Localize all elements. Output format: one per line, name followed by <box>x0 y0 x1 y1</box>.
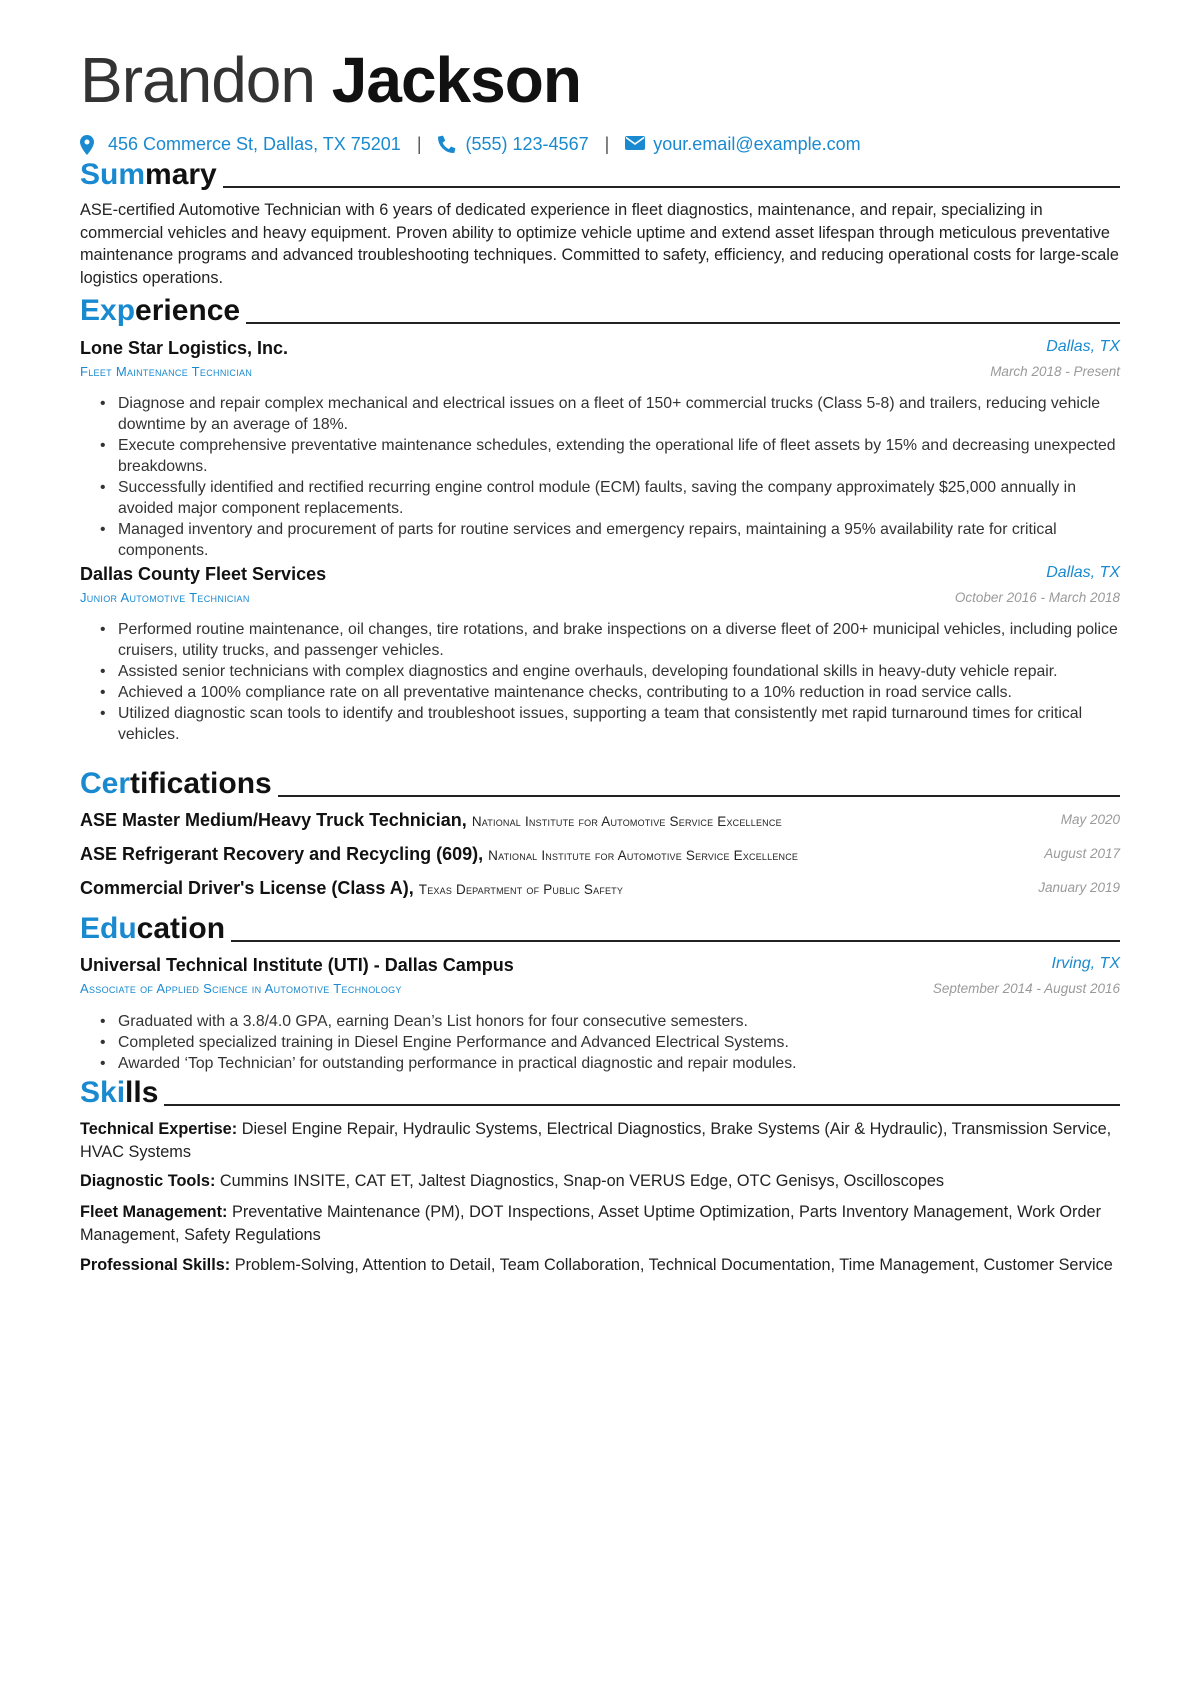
phone-icon <box>438 135 458 155</box>
map-marker-icon <box>80 135 100 155</box>
skill-label: Fleet Management: <box>80 1203 228 1221</box>
degree-title: Associate of Applied Science in Automotive Technology <box>80 981 402 996</box>
summary-text: ASE-certified Automotive Technician with 6 years of dedicated experience in fleet diagnostics, maintenance, and repair, specializing in commercial vehicles and heavy equipment. Proven ability to optimize vehicle uptime and extend asset lifespan through meticulous preventative maintenance programs and advanced troubleshooting techniques. Committed to safety, efficiency, and reducing operational costs for large-scale logistics operations. <box>80 201 1119 287</box>
list-item: • Graduated with a 3.8/4.0 GPA, earning Dean’s List honors for four consecutive semesters. <box>100 1011 1120 1032</box>
skill-label: Professional Skills: <box>80 1256 231 1274</box>
section-rule <box>223 186 1120 188</box>
education-dates: September 2014 - August 2016 <box>932 981 1120 996</box>
phone-text[interactable]: (555) 123-4567 <box>465 134 589 154</box>
employer-name: Dallas County Fleet Services <box>80 564 327 584</box>
certification-item: ASE Master Medium/Heavy Truck Technician, National Institute for Automotive Service Excellence May 2020 <box>80 810 1120 830</box>
skill-value: Cummins INSITE, CAT ET, Jaltest Diagnostics, Snap-on VERUS Edge, OTC Genisys, Oscilloscopes <box>219 1172 945 1190</box>
skill-row <box>80 1118 1120 1163</box>
job-location: Dallas, TX <box>1046 564 1120 581</box>
education-heading: Education <box>80 912 1120 946</box>
certification-item: Commercial Driver's License (Class A), Texas Department of Public Safety January 2019 <box>80 878 1120 898</box>
list-item: • Assisted senior technicians with complex diagnostics and engine overhauls, developing foundational skills in heavy-duty vehicle repair. <box>100 661 1120 682</box>
list-item: • Performed routine maintenance, oil changes, tire rotations, and brake inspections on a diverse fleet of 200+ municipal vehicles, including police cruisers, utility trucks, and passenger vehicles. <box>100 619 1120 661</box>
address-text: 456 Commerce St, Dallas, TX 75201 <box>108 134 401 154</box>
certification-name: ASE Refrigerant Recovery and Recycling (609) <box>80 844 479 864</box>
certifications-heading: Certifications <box>80 767 1120 801</box>
list-item: • Achieved a 100% compliance rate on all preventative maintenance checks, contributing to a 10% reduction in road service calls. <box>100 682 1120 703</box>
email-link[interactable]: your.email@example.com <box>653 134 861 154</box>
job-location: Dallas, TX <box>1046 338 1120 355</box>
certification-date: January 2019 <box>1038 880 1120 895</box>
first-name: Brandon <box>80 44 315 116</box>
skill-row <box>80 1201 1120 1246</box>
experience-heading: Experience <box>80 294 1120 328</box>
skill-label: Technical Expertise: <box>80 1120 238 1138</box>
job-bullets <box>100 393 1120 561</box>
certification-date: May 2020 <box>1060 812 1120 827</box>
school-name: Universal Technical Institute (UTI) - Dallas Campus <box>80 955 514 975</box>
certification-date: August 2017 <box>1044 846 1120 861</box>
skills-heading: Skills <box>80 1076 1120 1110</box>
summary-heading: Summary <box>80 158 1120 192</box>
job-dates: October 2016 - March 2018 <box>954 590 1120 605</box>
section-rule <box>246 322 1120 324</box>
section-rule <box>164 1104 1120 1106</box>
job-dates: March 2018 - Present <box>990 364 1120 379</box>
skill-value: Diesel Engine Repair, Hydraulic Systems, Electrical Diagnostics, Brake Systems (Air & Hydraulic), Transmission Service, HVAC Systems <box>80 1120 1112 1161</box>
list-item: • Managed inventory and procurement of parts for routine services and emergency repairs, maintaining a 95% availability rate for critical components. <box>100 519 1120 561</box>
certification-item: ASE Refrigerant Recovery and Recycling (609), National Institute for Automotive Service Excellence August 2017 <box>80 844 1120 864</box>
envelope-icon <box>625 135 645 155</box>
list-item: • Execute comprehensive preventative maintenance schedules, extending the operational life of fleet assets by 15% and decreasing unexpected breakdowns. <box>100 435 1120 477</box>
skill-value: Problem-Solving, Attention to Detail, Team Collaboration, Technical Documentation, Time Management, Customer Service <box>234 1256 1113 1274</box>
list-item: • Diagnose and repair complex mechanical and electrical issues on a fleet of 150+ commercial trucks (Class 5-8) and trailers, reducing vehicle downtime by an average of 18%. <box>100 393 1120 435</box>
list-item: • Successfully identified and rectified recurring engine control module (ECM) faults, saving the company approximately $25,000 annually in avoided major component replacements. <box>100 477 1120 519</box>
skill-value: Preventative Maintenance (PM), DOT Inspections, Asset Uptime Optimization, Parts Inventory Management, Work Order Management, Safety Regulations <box>80 1203 1101 1244</box>
certification-name: Commercial Driver's License (Class A) <box>80 878 409 898</box>
contact-separator: | <box>416 134 422 154</box>
list-item: • Awarded ‘Top Technician’ for outstanding performance in practical diagnostic and repair modules. <box>100 1053 1120 1074</box>
list-item: • Completed specialized training in Diesel Engine Performance and Advanced Electrical Systems. <box>100 1032 1120 1053</box>
last-name: Jackson <box>331 44 581 116</box>
certification-name: ASE Master Medium/Heavy Truck Technician <box>80 810 462 830</box>
job-title: Junior Automotive Technician <box>80 590 250 605</box>
certification-issuer: Texas Department of Public Safety <box>418 882 624 897</box>
list-item: • Utilized diagnostic scan tools to identify and troubleshoot issues, supporting a team that consistently met rapid turnaround times for critical vehicles. <box>100 703 1120 745</box>
skill-row <box>80 1170 1120 1193</box>
contact-separator: | <box>604 134 610 154</box>
employer-name: Lone Star Logistics, Inc. <box>80 338 289 358</box>
skill-label: Diagnostic Tools: <box>80 1172 216 1190</box>
school-location: Irving, TX <box>1051 955 1120 972</box>
certification-issuer: National Institute for Automotive Service Excellence <box>488 848 799 863</box>
contact-line <box>80 134 861 155</box>
section-rule <box>231 940 1120 942</box>
job-bullets <box>100 619 1120 745</box>
section-rule <box>278 795 1120 797</box>
skill-row <box>80 1254 1120 1277</box>
certification-issuer: National Institute for Automotive Service Excellence <box>471 814 782 829</box>
job-title: Fleet Maintenance Technician <box>80 364 253 379</box>
education-bullets <box>100 1011 1120 1074</box>
candidate-name <box>80 40 581 120</box>
